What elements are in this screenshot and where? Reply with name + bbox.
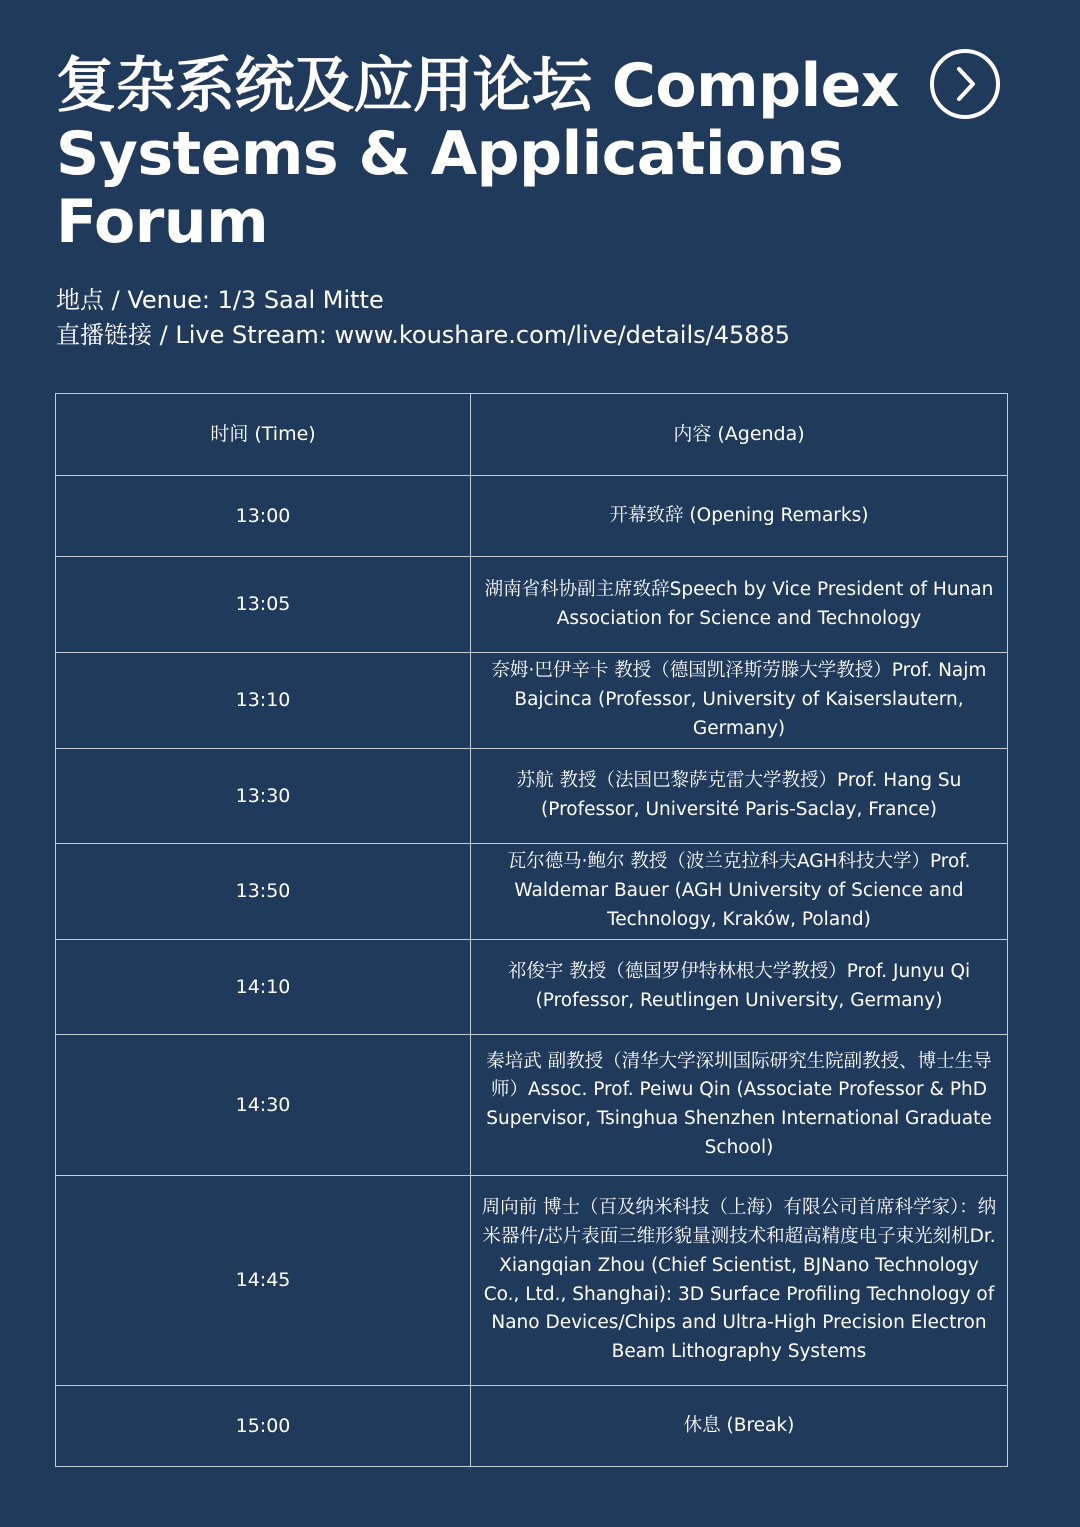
agenda-cell: 湖南省科协副主席致辞Speech by Vice President of Hunan Association for Science and Technology bbox=[471, 557, 1008, 653]
event-info bbox=[56, 283, 790, 353]
page-header bbox=[56, 52, 916, 256]
agenda-cell: 开幕致辞 (Opening Remarks) bbox=[471, 476, 1008, 557]
time-cell: 13:00 bbox=[56, 476, 471, 557]
page-title: 复杂系统及应用论坛 Complex Systems & Applications Forum bbox=[56, 51, 900, 257]
venue-text: 地点 / Venue: 1/3 Saal Mitte bbox=[56, 286, 384, 314]
table-row bbox=[56, 557, 1008, 653]
agenda-cell: 瓦尔德马·鲍尔 教授（波兰克拉科夫AGH科技大学）Prof. Waldemar Bauer (AGH University of Science and Technology, Kraków, Poland) bbox=[471, 844, 1008, 940]
time-cell: 15:00 bbox=[56, 1386, 471, 1467]
time-cell: 13:50 bbox=[56, 844, 471, 940]
live-stream-text: 直播链接 / Live Stream: www.koushare.com/live/details/45885 bbox=[56, 321, 791, 349]
agenda-cell: 奈姆·巴伊辛卡 教授（德国凯泽斯劳滕大学教授）Prof. Najm Bajcinca (Professor, University of Kaiserslautern, Germany) bbox=[471, 653, 1008, 749]
time-cell: 13:10 bbox=[56, 653, 471, 749]
table-row bbox=[56, 1176, 1008, 1386]
agenda-cell: 秦培武 副教授（清华大学深圳国际研究生院副教授、博士生导师）Assoc. Prof. Peiwu Qin (Associate Professor & PhD Supervisor, Tsinghua Shenzhen International Graduate School) bbox=[471, 1035, 1008, 1176]
agenda-table bbox=[55, 393, 1008, 1467]
agenda-column-header: 内容 (Agenda) bbox=[471, 394, 1008, 476]
next-button[interactable] bbox=[930, 49, 1000, 119]
agenda-cell: 周向前 博士（百及纳米科技（上海）有限公司首席科学家）：纳米器件/芯片表面三维形貌量测技术和超高精度电子束光刻机Dr. Xiangqian Zhou (Chief Scientist, BJNano Technology Co., Ltd., Shanghai): 3D Surface Profiling Technology of Nano Devices/Chips and Ultra-High Precision Electron Beam Lithography Systems bbox=[471, 1176, 1008, 1386]
time-cell: 14:10 bbox=[56, 940, 471, 1035]
time-cell: 13:30 bbox=[56, 749, 471, 844]
table-row bbox=[56, 476, 1008, 557]
table-row bbox=[56, 844, 1008, 940]
agenda-cell: 苏航 教授（法国巴黎萨克雷大学教授）Prof. Hang Su (Professor, Université Paris-Saclay, France) bbox=[471, 749, 1008, 844]
table-row bbox=[56, 1035, 1008, 1176]
table-row bbox=[56, 1386, 1008, 1467]
table-row bbox=[56, 653, 1008, 749]
agenda-cell: 祁俊宇 教授（德国罗伊特林根大学教授）Prof. Junyu Qi (Professor, Reutlingen University, Germany) bbox=[471, 940, 1008, 1035]
time-cell: 14:30 bbox=[56, 1035, 471, 1176]
agenda-cell: 休息 (Break) bbox=[471, 1386, 1008, 1467]
table-header-row bbox=[56, 394, 1008, 476]
table-row bbox=[56, 749, 1008, 844]
table-row bbox=[56, 940, 1008, 1035]
time-cell: 13:05 bbox=[56, 557, 471, 653]
time-cell: 14:45 bbox=[56, 1176, 471, 1386]
chevron-right-icon bbox=[950, 65, 980, 103]
time-column-header: 时间 (Time) bbox=[56, 394, 471, 476]
